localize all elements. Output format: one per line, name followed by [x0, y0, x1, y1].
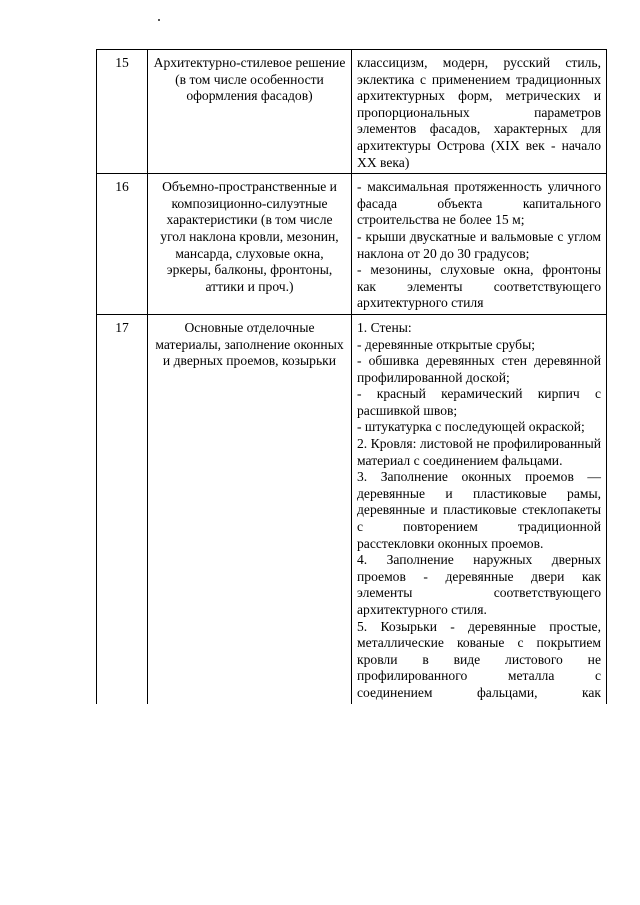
requirement-text: - обшивка деревянных стен деревянной профилированной доской; — [357, 353, 601, 385]
requirement-text: 3. Заполнение оконных проемов — деревянные и пластиковые рамы, деревянные и пластиковые стеклопакеты с повторением традиционной расстекловки оконных проемов. — [357, 469, 601, 551]
requirement-text: 4. Заполнение наружных дверных проемов - деревянные двери как элементы соответствующего архитектурного стиля. — [357, 552, 601, 617]
scan-speck — [158, 19, 160, 21]
requirement-text: - мезонины, слуховые окна, фронтоны как элементы соответствующего архитектурного стиля — [357, 262, 601, 311]
row-number: 16 — [97, 174, 148, 315]
row-parameter-name: Основные отделочные материалы, заполнение оконных и дверных проемов, козырьки — [148, 314, 352, 703]
requirements-table — [96, 49, 607, 704]
row-requirements — [352, 314, 607, 703]
requirement-text: - красный керамический кирпич с расшивкой швов; — [357, 386, 601, 418]
row-requirements — [352, 50, 607, 174]
requirement-text: - деревянные открытые срубы; — [357, 336, 536, 352]
requirement-text: - штукатурка с последующей окраской; — [357, 419, 585, 435]
requirement-text: классицизм, модерн, русский стиль, эклектика с применением традиционных архитектурных форм, метрических и пропорциональных параметров элементов фасадов, характерных для архитектуры Острова (XIX век - начало XX века) — [357, 55, 601, 170]
requirement-text: 2. Кровля: листовой не профилированный материал с соединением фальцами. — [357, 436, 601, 468]
requirement-text: - максимальная протяженность уличного фасада объекта капитального строительства не более 15 м; — [357, 179, 601, 228]
table-row — [97, 174, 607, 315]
row-parameter-name: Объемно-пространственные и композиционно-силуэтные характеристики (в том числе угол наклона кровли, мезонин, мансарда, слуховые окна, эркеры, балконы, фронтоны, аттики и проч.) — [148, 174, 352, 315]
row-requirements — [352, 174, 607, 315]
requirement-text: 1. Стены: — [357, 319, 412, 335]
requirement-text: 5. Козырьки - деревянные простые, металлические кованые с покрытием кровли в виде листового не профилированного металла с соединением фальцами, как — [357, 618, 601, 700]
row-number: 15 — [97, 50, 148, 174]
row-number: 17 — [97, 314, 148, 703]
table-row — [97, 314, 607, 703]
table-row — [97, 50, 607, 174]
requirement-text: - крыши двускатные и вальмовые с углом наклона от 20 до 30 градусов; — [357, 228, 601, 261]
row-parameter-name: Архитектурно-стилевое решение (в том числе особенности оформления фасадов) — [148, 50, 352, 174]
